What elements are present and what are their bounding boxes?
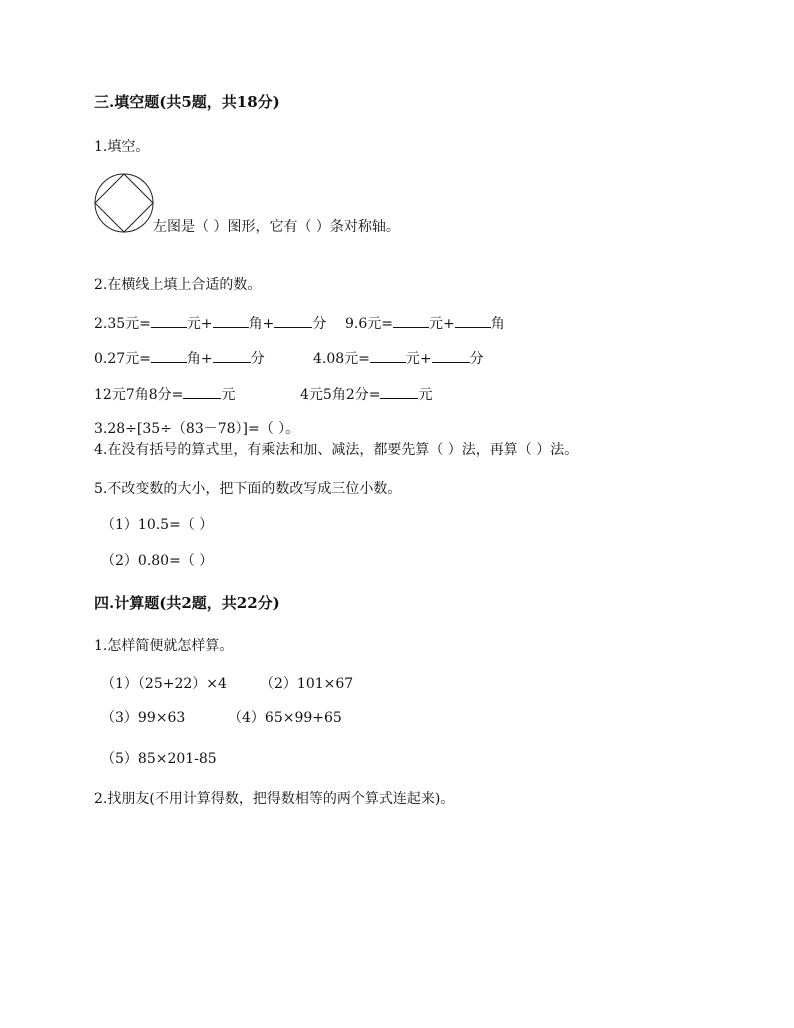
answer-blank[interactable] [183, 385, 221, 399]
question-5-item-2: （2）0.80=（ ） [101, 553, 214, 569]
calc-item-1: （1）（25+22）×4 [101, 676, 227, 692]
section4-title: 四.计算题(共2题，共22分) [94, 594, 280, 612]
fill-text: 元+ [405, 351, 432, 367]
fill-text: 12元7角8分= [94, 387, 184, 403]
answer-blank[interactable] [151, 349, 187, 363]
fill-text: 角 [490, 316, 505, 332]
fill-text: 角+ [186, 351, 213, 367]
fill-text: 分 [312, 316, 327, 332]
calc-item-4: （4）65×99+65 [228, 710, 342, 726]
answer-blank[interactable] [455, 314, 491, 328]
question-5-item-1: （1）10.5=（ ） [101, 517, 214, 533]
answer-blank[interactable] [274, 314, 312, 328]
fill-text: 分 [469, 351, 484, 367]
question-1-text: 左图是（ ）图形，它有（ ）条对称轴。 [153, 219, 400, 235]
question-5-prompt: 5.不改变数的大小，把下面的数改写成三位小数。 [94, 481, 402, 497]
fill-line-2b [313, 349, 484, 368]
calc-item-5: （5）85×201-85 [101, 751, 217, 767]
answer-blank[interactable] [432, 349, 470, 363]
answer-blank[interactable] [370, 349, 406, 363]
fill-text: 元 [418, 387, 433, 403]
fill-text: 元+ [186, 316, 213, 332]
fill-line-1a [94, 314, 326, 333]
fill-line-3b [300, 385, 432, 404]
fill-text: 角+ [248, 316, 275, 332]
section3-title: 三.填空题(共5题，共18分) [94, 93, 280, 111]
fill-text: 元 [221, 387, 236, 403]
fill-line-1b [345, 314, 505, 333]
circle-with-inscribed-square-icon [94, 173, 154, 233]
fill-text: 9.6元= [345, 316, 393, 332]
fill-line-3a [94, 385, 235, 404]
question-4-text: 4.在没有括号的算式里，有乘法和加、减法，都要先算（ ）法，再算（ ）法。 [94, 442, 579, 458]
question-3-text: 3.28÷[35÷（83－78）]=（ ）。 [94, 421, 300, 437]
fill-text: 4.08元= [313, 351, 370, 367]
question-2-prompt: 2.在横线上填上合适的数。 [94, 277, 262, 293]
answer-blank[interactable] [213, 314, 249, 328]
fill-line-2a [94, 349, 265, 368]
calc-item-3: （3）99×63 [101, 710, 186, 726]
calc-item-2: （2）101×67 [260, 676, 354, 692]
fill-text: 4元5角2分= [300, 387, 381, 403]
answer-blank[interactable] [151, 314, 187, 328]
answer-blank[interactable] [393, 314, 429, 328]
answer-blank[interactable] [213, 349, 251, 363]
calc-question-1-prompt: 1.怎样简便就怎样算。 [94, 638, 234, 654]
fill-text: 2.35元= [94, 316, 151, 332]
fill-text: 分 [250, 351, 265, 367]
calc-question-2-text: 2.找朋友(不用计算得数，把得数相等的两个算式连起来)。 [94, 791, 455, 807]
answer-blank[interactable] [380, 385, 418, 399]
question-1-prompt: 1.填空。 [94, 139, 150, 155]
fill-text: 元+ [429, 316, 455, 332]
fill-text: 0.27元= [94, 351, 151, 367]
